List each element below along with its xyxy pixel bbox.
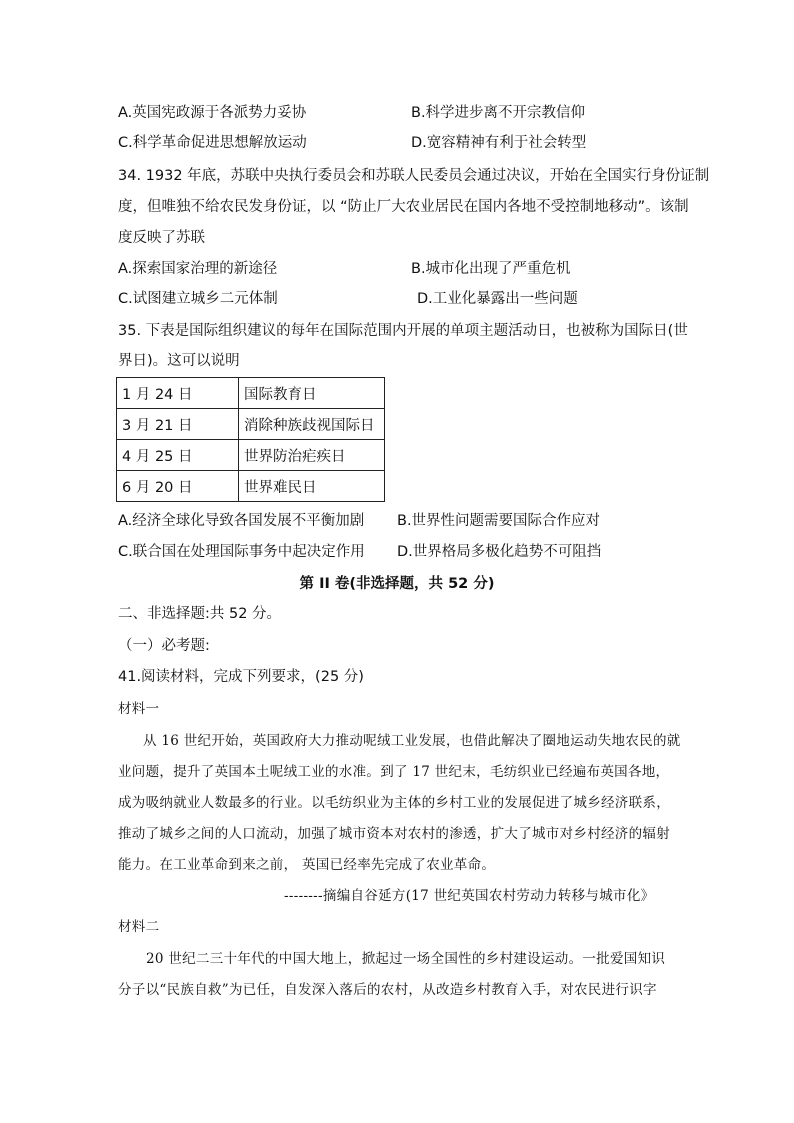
table-cell-date: 1 月 24 日	[117, 378, 239, 409]
q35-option-d: D.世界格局多极化趋势不可阻挡	[397, 544, 602, 560]
q35-option-a: A.经济全球化导致各国发展不平衡加剧	[118, 513, 365, 529]
material1-line: 能力。在工业革命到来之前， 英国已经率先完成了农业革命。	[118, 857, 496, 873]
part2-section-heading: 二、非选择题:共 52 分。	[118, 606, 282, 622]
material1-label: 材料一	[118, 701, 160, 717]
q33-option-b: B.科学进步离不开宗教信仰	[411, 105, 586, 121]
part2-title: 第 II 卷(非选择题，共 52 分)	[299, 576, 495, 592]
q33-option-a: A.英国宪政源于各派势力妥协	[118, 105, 307, 121]
q34-stem-line: 度，但唯独不给农民发身份证，以 “防止厂大农业居民在国内各地不受控制地移动”。该制	[118, 199, 689, 215]
material2-line: 分子以“民族自救”为已任，自发深入落后的农村，从改造乡村教育入手，对农民进行识字	[118, 982, 657, 998]
table-row	[117, 471, 385, 502]
material2-line: 20 世纪二三十年代的中国大地上，掀起过一场全国性的乡村建设运动。一批爱国知识	[146, 951, 666, 967]
table-cell-date: 3 月 21 日	[117, 409, 239, 440]
table-row	[117, 409, 385, 440]
q41-stem: 41.阅读材料，完成下列要求，(25 分)	[118, 669, 364, 685]
table-cell-date: 6 月 20 日	[117, 471, 239, 502]
table-cell-name: 消除种族歧视国际日	[239, 409, 385, 440]
q34-stem-line: 34. 1932 年底，苏联中央执行委员会和苏联人民委员会通过决议，开始在全国实行身份证制	[118, 168, 710, 184]
table-cell-name: 世界难民日	[239, 471, 385, 502]
q33-option-d: D.宽容精神有利于社会转型	[411, 135, 587, 151]
material1-line: 成为吸纳就业人数最多的行业。以毛纺织业为主体的乡村工业的发展促进了城乡经济联系，	[118, 795, 670, 811]
q34-option-a: A.探索国家治理的新途径	[118, 261, 278, 277]
table-cell-name: 世界防治疟疾日	[239, 440, 385, 471]
part2-required-heading: （一）必考题:	[118, 638, 210, 654]
q34-option-c: C.试图建立城乡二元体制	[118, 291, 278, 307]
table-cell-date: 4 月 25 日	[117, 440, 239, 471]
q33-option-c: C.科学革命促进思想解放运动	[118, 135, 307, 151]
table-row	[117, 440, 385, 471]
material1-line: 业问题，提升了英国本土呢绒工业的水准。到了 17 世纪末，毛纺织业已经遍布英国各地，	[118, 764, 670, 780]
q34-option-b: B.城市化出现了严重危机	[411, 261, 571, 277]
international-days-table	[116, 377, 385, 502]
q34-option-d: D.工业化暴露出一些问题	[417, 291, 578, 307]
material2-label: 材料二	[118, 919, 160, 935]
material1-line: 推动了城乡之间的人口流动，加强了城市资本对农村的渗透，扩大了城市对乡村经济的辐射	[118, 826, 670, 842]
table-cell-name: 国际教育日	[239, 378, 385, 409]
q35-stem-line: 界日)。这可以说明	[118, 353, 240, 369]
q35-option-c: C.联合国在处理国际事务中起决定作用	[118, 544, 365, 560]
q35-option-b: B.世界性问题需要国际合作应对	[397, 513, 601, 529]
q35-stem-line: 35. 下表是国际组织建议的每年在国际范围内开展的单项主题活动日，也被称为国际日(世	[118, 323, 688, 339]
material1-line: 从 16 世纪开始，英国政府大力推动呢绒工业发展，也借此解决了圈地运动失地农民的就	[143, 733, 681, 749]
table-row	[117, 378, 385, 409]
q34-stem-line: 度反映了苏联	[118, 230, 205, 246]
material1-source: --------摘编自谷延方(17 世纪英国农村劳动力转移与城市化》	[284, 888, 655, 904]
